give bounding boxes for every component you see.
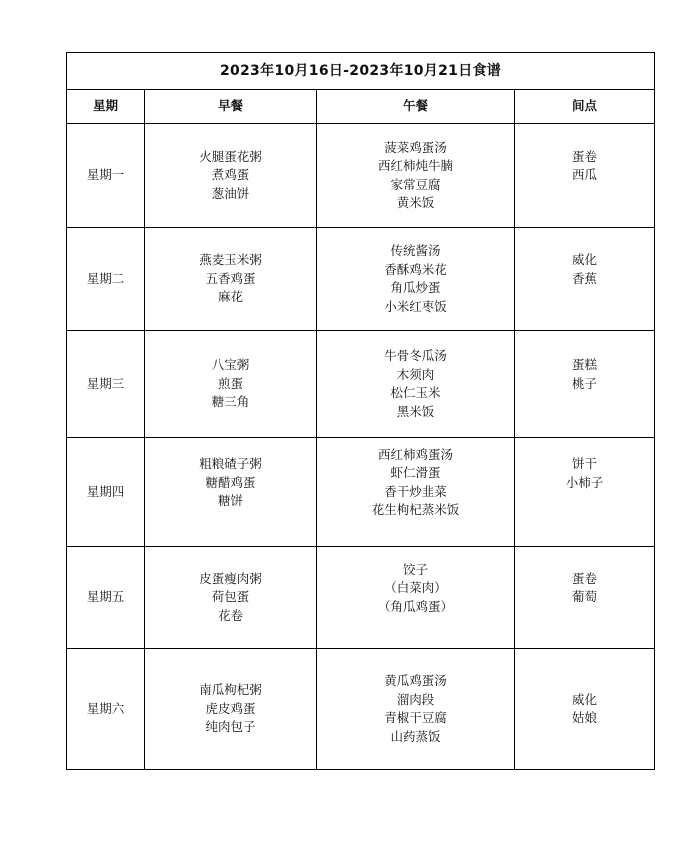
menu-item: 葡萄 — [572, 589, 598, 605]
header-weekday: 星期 — [67, 90, 145, 124]
menu-item: 黄米饭 — [396, 195, 435, 210]
menu-item: 纯肉包子 — [205, 719, 256, 735]
menu-item: 荷包蛋 — [211, 589, 250, 605]
breakfast-cell — [145, 547, 317, 649]
weekday-label: 星期三 — [67, 331, 145, 438]
title-row — [67, 53, 655, 90]
menu-item: 牛骨冬瓜汤 — [384, 348, 447, 363]
menu-item: 火腿蛋花粥 — [199, 148, 262, 164]
menu-item: 西红柿炖牛腩 — [377, 158, 453, 173]
weekday-label: 星期四 — [67, 438, 145, 547]
menu-item: 蛋卷 — [572, 148, 598, 164]
menu-item: 西红柿鸡蛋汤 — [377, 446, 453, 462]
weekday-label: 星期一 — [67, 124, 145, 228]
menu-item: 黑米饭 — [396, 403, 435, 419]
snack-cell — [515, 124, 655, 228]
menu-item: 家常豆腐 — [390, 176, 441, 192]
menu-item: 小柿子 — [565, 474, 604, 490]
menu-item: 山药蒸饭 — [390, 728, 441, 744]
breakfast-cell — [145, 331, 317, 438]
menu-item: 五香鸡蛋 — [205, 270, 256, 286]
breakfast-cell — [145, 438, 317, 547]
header-breakfast: 早餐 — [145, 90, 317, 124]
menu-item: 西瓜 — [572, 167, 598, 183]
menu-item: 燕麦玉米粥 — [199, 252, 262, 268]
menu-item: 蛋卷 — [572, 570, 598, 586]
menu-item: 粗粮碴子粥 — [199, 456, 262, 471]
weekday-label: 星期六 — [67, 649, 145, 770]
menu-item: 香酥鸡米花 — [384, 261, 447, 277]
weekday-label: 星期五 — [67, 547, 145, 649]
menu-item: 煎蛋 — [217, 375, 243, 391]
breakfast-cell — [145, 649, 317, 770]
snack-cell — [515, 649, 655, 770]
menu-item: 饼干 — [572, 456, 598, 471]
breakfast-cell — [145, 124, 317, 228]
menu-item: 香干炒韭菜 — [384, 483, 447, 499]
menu-item: 小米红枣饭 — [384, 298, 447, 314]
menu-item: 姑娘 — [572, 710, 598, 725]
snack-cell — [515, 438, 655, 547]
menu-item: 花生枸杞蒸米饭 — [371, 502, 460, 518]
menu-item: 虾仁滑蛋 — [390, 465, 441, 481]
menu-item: 饺子 — [402, 561, 428, 577]
snack-cell — [515, 547, 655, 649]
menu-item: 八宝粥 — [211, 357, 250, 373]
menu-item: 溜肉段 — [396, 691, 435, 707]
lunch-cell — [317, 228, 515, 331]
menu-item: 青椒干豆腐 — [384, 710, 447, 725]
menu-item: 麻花 — [217, 289, 243, 305]
day-row-wednesday — [67, 331, 655, 438]
menu-item: 糖醋鸡蛋 — [205, 474, 256, 490]
menu-item: 传统酱汤 — [390, 243, 441, 258]
menu-item: 香蕉 — [572, 270, 598, 286]
menu-item: 蛋糕 — [572, 357, 598, 373]
menu-item: 松仁玉米 — [390, 385, 441, 400]
day-row-friday — [67, 547, 655, 649]
menu-item: 葱油饼 — [211, 185, 250, 201]
menu-item: 威化 — [572, 691, 598, 707]
day-row-thursday — [67, 438, 655, 547]
menu-table — [66, 52, 655, 770]
lunch-cell — [317, 331, 515, 438]
menu-item: 糖饼 — [217, 493, 243, 508]
menu-item: （白菜肉） — [384, 580, 447, 595]
menu-item: 角瓜炒蛋 — [390, 280, 441, 295]
menu-item: 煮鸡蛋 — [211, 167, 250, 183]
lunch-cell — [317, 547, 515, 649]
menu-item: 虎皮鸡蛋 — [205, 700, 256, 716]
menu-item: 木须肉 — [396, 366, 435, 382]
menu-item: （角瓜鸡蛋） — [377, 598, 453, 614]
snack-cell — [515, 331, 655, 438]
day-row-tuesday — [67, 228, 655, 331]
menu-item: 皮蛋瘦肉粥 — [199, 570, 262, 586]
header-snack: 间点 — [515, 90, 655, 124]
menu-item: 南瓜枸杞粥 — [199, 682, 262, 698]
snack-cell — [515, 228, 655, 331]
menu-item: 糖三角 — [211, 394, 250, 410]
day-row-monday — [67, 124, 655, 228]
menu-item: 威化 — [572, 252, 598, 268]
lunch-cell — [317, 649, 515, 770]
menu-title: 2023年10月16日-2023年10月21日食谱 — [67, 53, 655, 90]
breakfast-cell — [145, 228, 317, 331]
header-lunch: 午餐 — [317, 90, 515, 124]
menu-item: 菠菜鸡蛋汤 — [384, 139, 447, 155]
menu-item: 花卷 — [217, 607, 243, 623]
menu-item: 桃子 — [572, 375, 598, 391]
menu-item: 黄瓜鸡蛋汤 — [384, 673, 447, 688]
day-row-saturday — [67, 649, 655, 770]
lunch-cell — [317, 124, 515, 228]
weekday-label: 星期二 — [67, 228, 145, 331]
header-row — [67, 90, 655, 124]
lunch-cell — [317, 438, 515, 547]
